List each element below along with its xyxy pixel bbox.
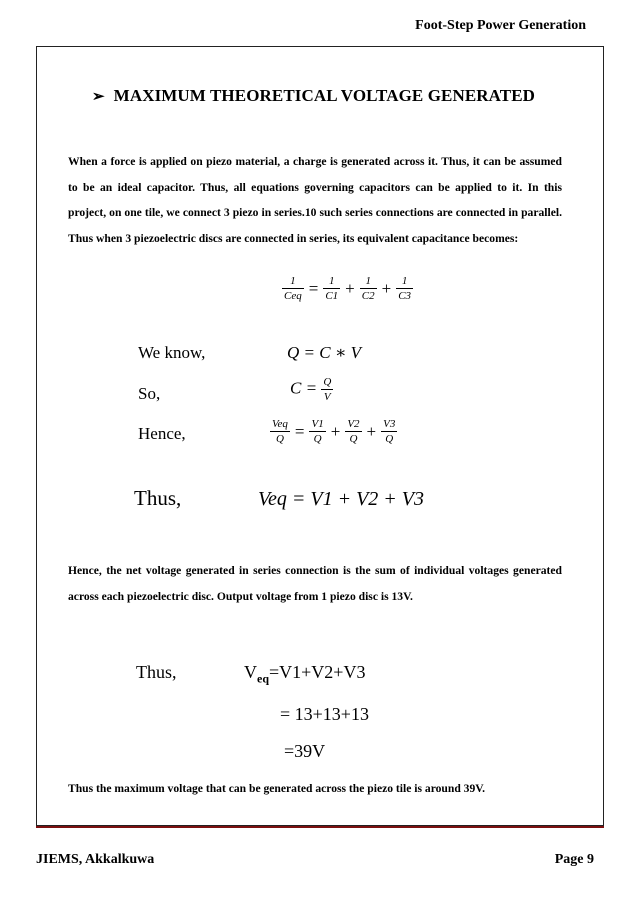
fraction-c3: $\frac{1}{C3}$: [398, 275, 412, 303]
we-know-label: We know,: [138, 343, 206, 362]
fraction-c1: $\frac{1}{C1}$: [325, 275, 339, 303]
intro-paragraph: When a force is applied on piezo material, a charge is generated across it. Thus, it can be assumed to be an ideal capacitor. Thus, all equations governing capacitors can be applied to it. In this project, on one tile, we connect 3 piezo in series.10 such series connections are connected in parallel. Thus when 3 piezoelectric discs are connected in series, its equivalent capacitance becomes:: [68, 155, 562, 245]
thus-label: Thus,: [134, 486, 182, 510]
calc-thus-label: Thus,: [136, 662, 177, 682]
hence-label: Hence,: [138, 424, 186, 443]
arrow-bullet-icon: ➢: [92, 89, 105, 105]
capacitance-equation: $\frac{1}{\text{Ceq}}$ = $\frac{1}{C1}$ + $\frac{1}{C2}$ + $\frac{1}{C3}$: [284, 275, 412, 303]
series-voltage-paragraph: Hence, the net voltage generated in series connection is the sum of individual voltages generated across each piezoelectric disc. Output voltage from 1 piezo disc is 13V.: [68, 564, 562, 603]
voltage-fraction-equation: $\frac{\text{Veq}}{Q}$ = $\frac{V1}{Q}$ + $\frac{V2}{Q}$ + $\frac{V3}{Q}$: [272, 418, 396, 446]
voltage-sum-equation: Veq = V1 + V2 + V3: [258, 488, 425, 510]
so-label: So,: [138, 384, 161, 403]
footer-page-number: Page 9: [554, 852, 594, 867]
section-heading-text: MAXIMUM THEORETICAL VOLTAGE GENERATED: [113, 86, 536, 105]
fraction-q-over-v: $\frac{Q}{V}$: [323, 376, 332, 404]
charge-equation: Q = C ∗ V: [287, 343, 362, 362]
fraction-lhs: $\frac{1}{\text{Ceq}}$: [284, 275, 302, 303]
fraction-c2: $\frac{1}{C2}$: [361, 275, 375, 303]
running-header: Foot-Step Power Generation: [415, 18, 586, 33]
section-heading: [92, 86, 535, 106]
result-line: =39V: [284, 741, 326, 761]
page-border-bottom-rule: [36, 826, 604, 828]
footer-institution: JIEMS, Akkalkuwa: [36, 852, 155, 867]
conclusion-paragraph: Thus the maximum voltage that can be generated across the piezo tile is around 39V.: [68, 782, 486, 795]
sum-line: = 13+13+13: [280, 704, 369, 724]
capacitance-definition: C = $\frac{Q}{V}$: [290, 376, 332, 404]
veq-expression: $V_{eq}=V1+V2+V3$: [244, 662, 366, 686]
